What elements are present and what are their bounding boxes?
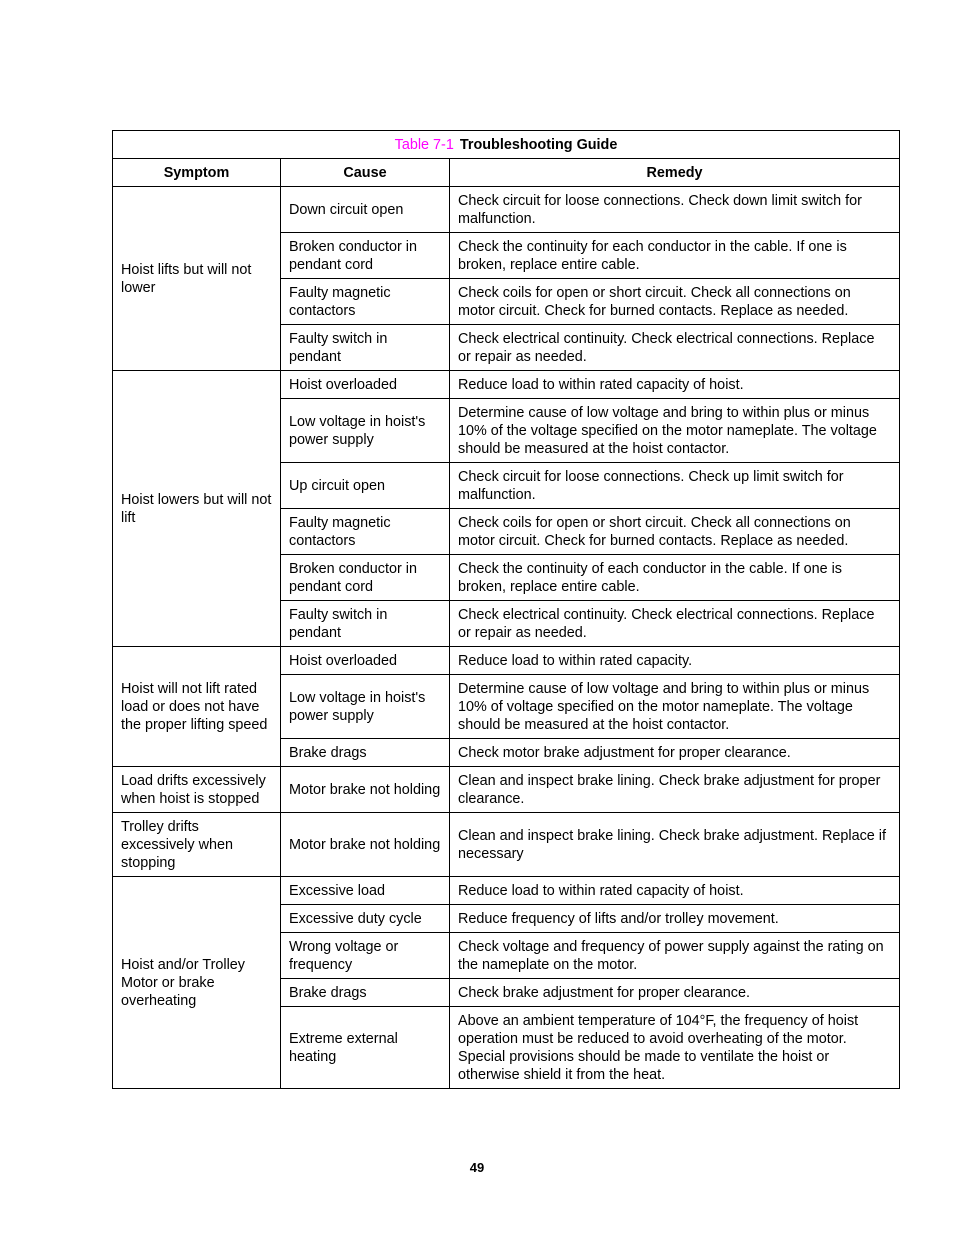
- cause-cell: Faulty magnetic contactors: [281, 509, 450, 555]
- remedy-cell: Check electrical continuity. Check electrical connections. Replace or repair as needed.: [450, 601, 900, 647]
- cause-cell: Down circuit open: [281, 187, 450, 233]
- header-symptom: Symptom: [113, 159, 281, 187]
- table-row: [113, 187, 900, 233]
- page-number: 49: [469, 1160, 485, 1175]
- cause-cell: Brake drags: [281, 979, 450, 1007]
- remedy-cell: Reduce load to within rated capacity of hoist.: [450, 371, 900, 399]
- remedy-cell: Check the continuity for each conductor in the cable. If one is broken, replace entire cable.: [450, 233, 900, 279]
- remedy-cell: Determine cause of low voltage and bring to within plus or minus 10% of the voltage specified on the motor nameplate. The voltage should be measured at the hoist contactor.: [450, 399, 900, 463]
- cause-cell: Wrong voltage or frequency: [281, 933, 450, 979]
- table-body: [113, 187, 900, 1089]
- symptom-cell: Hoist lowers but will not lift: [113, 371, 281, 647]
- troubleshooting-table: [112, 130, 900, 1089]
- remedy-cell: Reduce load to within rated capacity of hoist.: [450, 877, 900, 905]
- remedy-cell: Check brake adjustment for proper clearance.: [450, 979, 900, 1007]
- remedy-cell: Above an ambient temperature of 104°F, the frequency of hoist operation must be reduced to avoid overheating of the motor. Special provisions should be made to ventilate the hoist or otherwise shield it from the heat.: [450, 1007, 900, 1089]
- cause-cell: Hoist overloaded: [281, 647, 450, 675]
- table-row: [113, 813, 900, 877]
- remedy-cell: Determine cause of low voltage and bring to within plus or minus 10% of voltage specified on the motor nameplate. The voltage should be measured at the hoist contactor.: [450, 675, 900, 739]
- header-remedy: Remedy: [450, 159, 900, 187]
- table-title-text: Troubleshooting Guide: [459, 136, 618, 153]
- symptom-cell: Hoist and/or Trolley Motor or brake overheating: [113, 877, 281, 1089]
- table-row: [113, 647, 900, 675]
- remedy-cell: Reduce frequency of lifts and/or trolley movement.: [450, 905, 900, 933]
- table-row: [113, 767, 900, 813]
- table-row: [113, 877, 900, 905]
- cause-cell: Broken conductor in pendant cord: [281, 555, 450, 601]
- remedy-cell: Check electrical continuity. Check electrical connections. Replace or repair as needed.: [450, 325, 900, 371]
- cause-cell: Motor brake not holding: [281, 813, 450, 877]
- cause-cell: Low voltage in hoist's power supply: [281, 399, 450, 463]
- cause-cell: Extreme external heating: [281, 1007, 450, 1089]
- remedy-cell: Check the continuity of each conductor in the cable. If one is broken, replace entire cable.: [450, 555, 900, 601]
- table-number: Table 7-1: [394, 136, 454, 153]
- remedy-cell: Reduce load to within rated capacity.: [450, 647, 900, 675]
- table-row: [113, 371, 900, 399]
- symptom-cell: Hoist lifts but will not lower: [113, 187, 281, 371]
- symptom-cell: Hoist will not lift rated load or does not have the proper lifting speed: [113, 647, 281, 767]
- remedy-cell: Clean and inspect brake lining. Check brake adjustment. Replace if necessary: [450, 813, 900, 877]
- cause-cell: Motor brake not holding: [281, 767, 450, 813]
- remedy-cell: Check coils for open or short circuit. Check all connections on motor circuit. Check for burned contacts. Replace as needed.: [450, 509, 900, 555]
- remedy-cell: Check circuit for loose connections. Check up limit switch for malfunction.: [450, 463, 900, 509]
- cause-cell: Low voltage in hoist's power supply: [281, 675, 450, 739]
- table-header-row: [113, 159, 900, 187]
- cause-cell: Faulty switch in pendant: [281, 325, 450, 371]
- symptom-cell: Trolley drifts excessively when stopping: [113, 813, 281, 877]
- header-cause: Cause: [281, 159, 450, 187]
- remedy-cell: Check voltage and frequency of power supply against the rating on the nameplate on the motor.: [450, 933, 900, 979]
- table-title: [113, 131, 900, 159]
- table-title-row: [113, 131, 900, 159]
- remedy-cell: Check circuit for loose connections. Check down limit switch for malfunction.: [450, 187, 900, 233]
- cause-cell: Faulty magnetic contactors: [281, 279, 450, 325]
- remedy-cell: Check motor brake adjustment for proper clearance.: [450, 739, 900, 767]
- remedy-cell: Check coils for open or short circuit. Check all connections on motor circuit. Check for burned contacts. Replace as needed.: [450, 279, 900, 325]
- remedy-cell: Clean and inspect brake lining. Check brake adjustment for proper clearance.: [450, 767, 900, 813]
- cause-cell: Hoist overloaded: [281, 371, 450, 399]
- symptom-cell: Load drifts excessively when hoist is stopped: [113, 767, 281, 813]
- cause-cell: Broken conductor in pendant cord: [281, 233, 450, 279]
- cause-cell: Up circuit open: [281, 463, 450, 509]
- cause-cell: Faulty switch in pendant: [281, 601, 450, 647]
- cause-cell: Brake drags: [281, 739, 450, 767]
- cause-cell: Excessive load: [281, 877, 450, 905]
- cause-cell: Excessive duty cycle: [281, 905, 450, 933]
